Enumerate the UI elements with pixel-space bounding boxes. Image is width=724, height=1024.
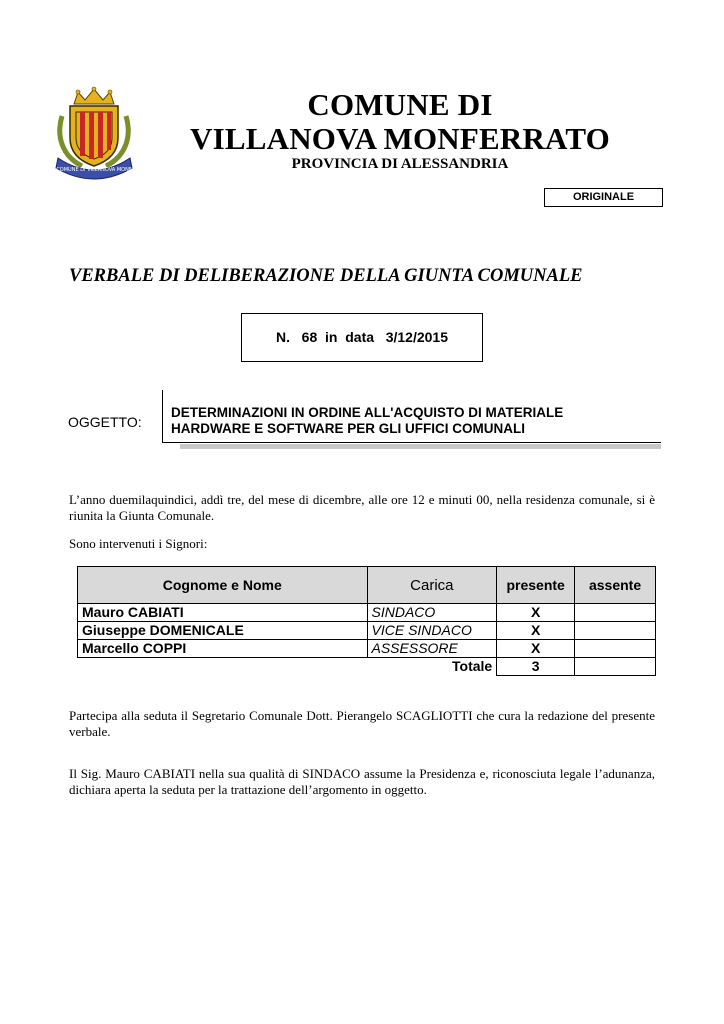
header-absent: assente (575, 567, 656, 604)
attendees-intro: Sono intervenuti i Signori: (69, 536, 208, 551)
header-present: presente (497, 567, 575, 604)
original-status-badge: ORIGINALE (544, 188, 663, 207)
table-row (78, 640, 656, 658)
member-present-mark: X (497, 622, 575, 640)
total-present-count: 3 (497, 658, 575, 676)
member-present-mark: X (497, 640, 575, 658)
table-row (78, 604, 656, 622)
subject-text: DETERMINAZIONI IN ORDINE ALL'ACQUISTO DI MATERIALE HARDWARE E SOFTWARE PER GLI UFFICI COMUNALI (171, 405, 564, 436)
attendance-total-row (78, 658, 656, 676)
total-label: Totale (452, 658, 493, 675)
header-name: Cognome e Nome (78, 567, 368, 604)
subject-divider-vertical (162, 390, 163, 442)
presidency-paragraph: Il Sig. Mauro CABIATI nella sua qualità di SINDACO assume la Presidenza e, riconosciuta legale l’adunanza, dichiara aperta la seduta per la trattazione dell’argomento in oggetto. (69, 766, 655, 797)
attendance-table (77, 566, 656, 676)
member-absent-mark (575, 604, 656, 622)
table-row (78, 622, 656, 640)
total-absent-count (575, 658, 656, 676)
secretary-paragraph: Partecipa alla seduta il Segretario Comunale Dott. Pierangelo SCAGLIOTTI che cura la redazione del presente verbale. (69, 708, 655, 739)
member-absent-mark (575, 622, 656, 640)
member-present-mark: X (497, 604, 575, 622)
municipality-title-line1: COMUNE DI (307, 87, 493, 122)
member-role: ASSESSORE (367, 640, 497, 658)
subject-label: OGGETTO: (68, 414, 142, 430)
member-name: Giuseppe DOMENICALE (78, 622, 368, 640)
document-heading: VERBALE DI DELIBERAZIONE DELLA GIUNTA COMUNALE (69, 266, 583, 286)
member-absent-mark (575, 640, 656, 658)
member-name: Marcello COPPI (78, 640, 368, 658)
member-name: Mauro CABIATI (78, 604, 368, 622)
total-spacer (78, 658, 368, 676)
member-role: VICE SINDACO (367, 622, 497, 640)
crest-ribbon-text: COMUNE DI VILLANOVA MONF (56, 167, 132, 173)
member-role: SINDACO (367, 604, 497, 622)
subject-divider-horizontal (162, 442, 661, 443)
header-role: Carica (367, 567, 497, 604)
municipality-title-line2: VILLANOVA MONFERRATO (190, 121, 610, 156)
meeting-intro-paragraph: L’anno duemilaquindici, addì tre, del mese di dicembre, alle ore 12 e minuti 00, nella residenza comunale, si è riunita la Giunta Comunale. (69, 492, 655, 523)
province-subtitle: PROVINCIA DI ALESSANDRIA (291, 156, 509, 172)
attendance-header-row (78, 567, 656, 604)
deliberation-number-box: N. 68 in data 3/12/2015 (241, 313, 483, 362)
subject-shadow-bar (180, 444, 661, 449)
